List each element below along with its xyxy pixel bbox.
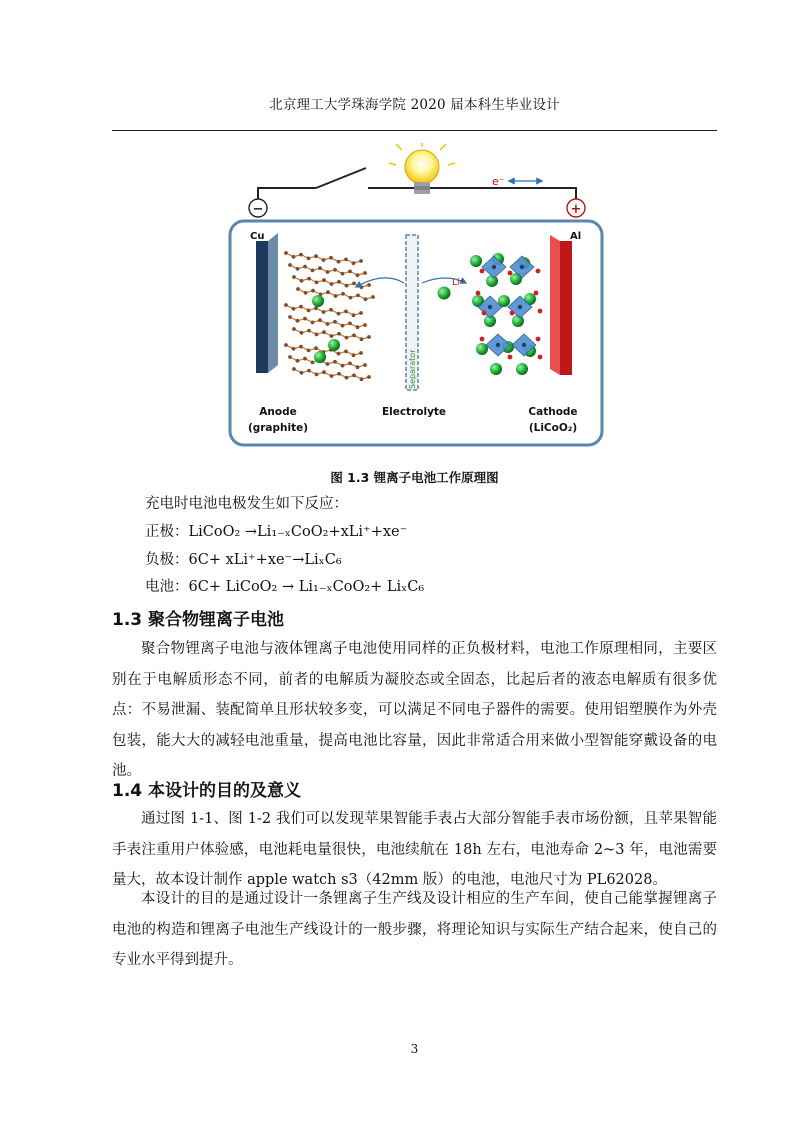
section-number: 1.3 bbox=[112, 610, 143, 630]
section-1-4-paragraph-1: 通过图 1-1、图 1-2 我们可以发现苹果智能手表占大部分智能手表市场份额，且苹果智能手表注重用户体验感，电池耗电量很快，电池续航在 18h 左右，电池寿命 2~3 年，电池需要量大，故本设计制作 apple watch s3（42mm 版）的电池，电池尺寸为 PL62028。 bbox=[112, 811, 717, 888]
section-heading-1-4 bbox=[112, 776, 301, 801]
section-title: 本设计的目的及意义 bbox=[148, 781, 301, 801]
section-title: 聚合物锂离子电池 bbox=[148, 610, 284, 630]
anode-electrode bbox=[256, 233, 278, 373]
cathode-material-label: (LiCoO₂) bbox=[528, 422, 578, 434]
positive-terminal-icon bbox=[567, 199, 585, 217]
cu-label: Cu bbox=[250, 231, 265, 242]
page-number: 3 bbox=[410, 1042, 419, 1056]
battery-diagram bbox=[226, 143, 606, 450]
electron-label: e⁻ bbox=[492, 175, 505, 188]
page-header: 北京理工大学珠海学院 2020 届本科生毕业设计 bbox=[269, 97, 560, 113]
section-heading-1-3 bbox=[112, 605, 284, 630]
negative-terminal-icon bbox=[249, 199, 267, 217]
cathode-label: Cathode bbox=[528, 406, 578, 418]
svg-text:−: − bbox=[252, 202, 264, 217]
negative-electrode-reaction: 负极：6C+ xLi⁺+xe⁻→LiₓC₆ bbox=[145, 552, 342, 568]
anode-material-label: (graphite) bbox=[247, 422, 309, 434]
svg-text:+: + bbox=[570, 202, 582, 217]
al-label: Al bbox=[570, 231, 582, 242]
cathode-electrode bbox=[550, 235, 572, 375]
electrolyte-label: Electrolyte bbox=[381, 406, 447, 418]
anode-label: Anode bbox=[259, 406, 297, 418]
positive-electrode-reaction: 正极：LiCoO₂ →Li₁₋ₓCoO₂+xLi⁺+xe⁻ bbox=[145, 524, 408, 540]
battery-reaction: 电池：6C+ LiCoO₂ → Li₁₋ₓCoO₂+ LiₓC₆ bbox=[145, 579, 425, 595]
section-1-3-paragraph: 聚合物锂离子电池与液体锂离子电池使用同样的正负极材料，电池工作原理相同，主要区别在于电解质形态不同，前者的电解质为凝胶态或全固态，比起后者的液态电解质有很多优点：不易泄漏、装配简单且形状较多变，可以满足不同电子器件的需要。使用铝塑膜作为外壳包装，能大大的减轻电池重量，提高电池比容量，因此非常适合用来做小型智能穿戴设备的电池。 bbox=[112, 641, 717, 779]
reaction-intro: 充电时电池电极发生如下反应： bbox=[145, 496, 348, 512]
header-rule bbox=[112, 130, 717, 131]
separator-label: Separator bbox=[408, 349, 417, 389]
li-ion-label: Li⁺ bbox=[452, 278, 465, 288]
li-ion-icon bbox=[438, 287, 451, 300]
section-number: 1.4 bbox=[112, 781, 143, 801]
figure-caption: 图 1.3 锂离子电池工作原理图 bbox=[330, 470, 499, 485]
light-bulb-icon bbox=[389, 143, 455, 194]
section-1-4-paragraph-2: 本设计的目的是通过设计一条锂离子生产线及设计相应的生产车间，使自己能掌握锂离子电池的构造和锂离子电池生产线设计的一般步骤，将理论知识与实际生产结合起来，使自己的专业水平得到提升。 bbox=[112, 891, 717, 968]
